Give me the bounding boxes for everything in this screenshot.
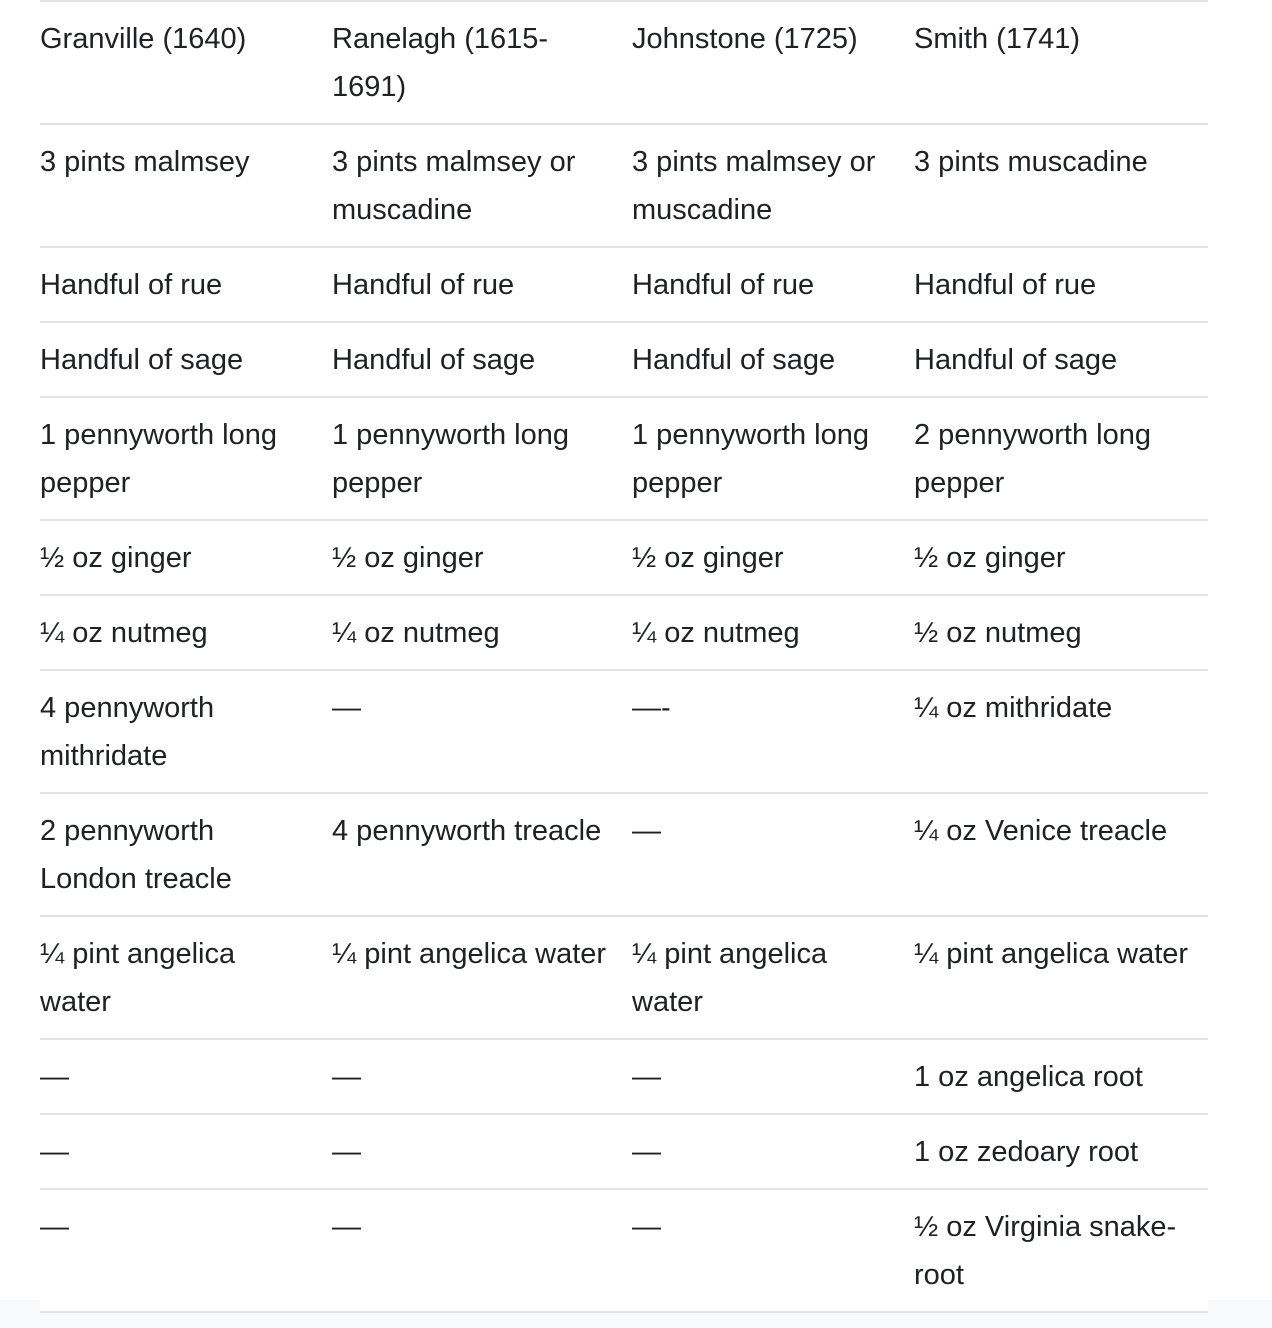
table-cell: ½ oz ginger [40, 542, 192, 574]
recipe-comparison-table [40, 0, 1208, 1313]
table-cell: ¼ oz Venice treacle [914, 815, 1168, 847]
table-cell: ¼ oz mithridate [914, 692, 1113, 724]
table-row [40, 247, 1208, 322]
table-body [40, 124, 1208, 1312]
table-cell: 1 pennyworth long pepper [632, 419, 869, 499]
table-row [40, 1114, 1208, 1189]
table-row [40, 916, 1208, 1039]
table-cell: — [632, 1061, 661, 1093]
table-cell: ¼ pint angelica water [40, 938, 236, 1018]
table-cell: 3 pints muscadine [914, 146, 1148, 178]
table-header [40, 1, 1208, 124]
header-cell-ranelagh: Ranelagh (1615-1691) [332, 23, 549, 103]
table-cell: ½ oz ginger [632, 542, 784, 574]
header-row [40, 1, 1208, 124]
table-cell: ¼ pint angelica water [332, 938, 607, 970]
table-cell: 4 pennyworth treacle [332, 815, 602, 847]
table-row [40, 1189, 1208, 1312]
table-cell: ½ oz ginger [332, 542, 484, 574]
table-cell: — [632, 1211, 661, 1243]
table-cell: Handful of rue [332, 269, 515, 301]
table-cell: 4 pennyworth mithridate [40, 692, 215, 772]
table-cell: 2 pennyworth long pepper [914, 419, 1151, 499]
table-cell: ½ oz nutmeg [914, 617, 1082, 649]
table-cell: Handful of rue [914, 269, 1097, 301]
table-cell: ¼ oz nutmeg [40, 617, 208, 649]
table-cell: Handful of rue [40, 269, 223, 301]
table-row [40, 322, 1208, 397]
table-cell: 3 pints malmsey or muscadine [332, 146, 576, 226]
header-cell-johnstone: Johnstone (1725) [632, 23, 858, 55]
table-cell: 3 pints malmsey or muscadine [632, 146, 876, 226]
header-cell-smith: Smith (1741) [914, 23, 1081, 55]
table-cell: — [40, 1211, 69, 1243]
table-row [40, 1039, 1208, 1114]
table-cell: ½ oz ginger [914, 542, 1066, 574]
table-cell: — [632, 815, 661, 847]
table-cell: —- [632, 692, 671, 724]
table-cell: ¼ pint angelica water [632, 938, 828, 1018]
table-cell: Handful of sage [332, 344, 536, 376]
table-cell: ¼ oz nutmeg [632, 617, 800, 649]
table-row [40, 520, 1208, 595]
table-cell: — [332, 1061, 361, 1093]
table-cell: 1 pennyworth long pepper [40, 419, 277, 499]
header-cell-granville: Granville (1640) [40, 23, 247, 55]
table-cell: 2 pennyworth London treacle [40, 815, 232, 895]
table-cell: — [40, 1061, 69, 1093]
table-row [40, 124, 1208, 247]
table-cell: ¼ oz nutmeg [332, 617, 500, 649]
table-row [40, 793, 1208, 916]
table-cell: ½ oz Virginia snake-root [914, 1211, 1177, 1291]
table-row [40, 397, 1208, 520]
table-row [40, 670, 1208, 793]
table-cell: Handful of rue [632, 269, 815, 301]
table-row [40, 595, 1208, 670]
table-cell: 3 pints malmsey [40, 146, 250, 178]
table-cell: 1 pennyworth long pepper [332, 419, 569, 499]
table-cell: 1 oz zedoary root [914, 1136, 1139, 1168]
table-cell: Handful of sage [40, 344, 244, 376]
table-cell: — [332, 692, 361, 724]
table-cell: — [40, 1136, 69, 1168]
table-cell: Handful of sage [632, 344, 836, 376]
table-cell: — [332, 1136, 361, 1168]
table-cell: — [332, 1211, 361, 1243]
table-cell: 1 oz angelica root [914, 1061, 1143, 1093]
table-cell: ¼ pint angelica water [914, 938, 1189, 970]
table-cell: — [632, 1136, 661, 1168]
table-cell: Handful of sage [914, 344, 1118, 376]
